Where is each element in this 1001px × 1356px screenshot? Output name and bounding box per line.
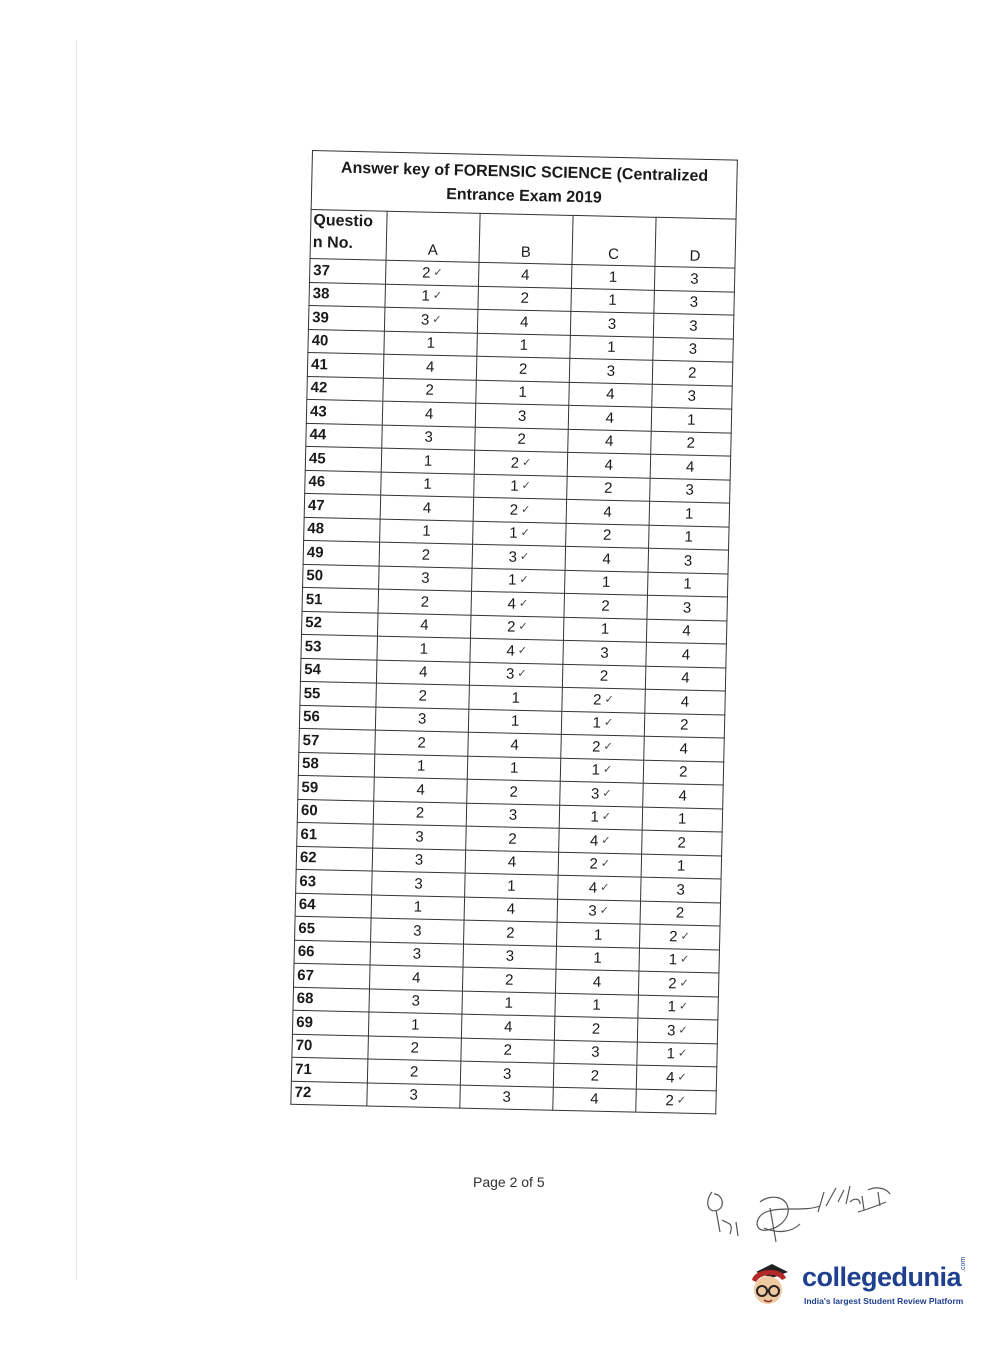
answer-c-cell: 1 xyxy=(564,617,647,642)
answer-a-cell: 1 xyxy=(380,519,474,545)
check-mark-icon: ✓ xyxy=(677,1070,687,1084)
question-number-cell: 70 xyxy=(292,1034,369,1059)
answer-c-cell: 4 xyxy=(568,429,651,454)
answer-d-cell: 4 xyxy=(646,619,727,644)
check-mark-icon: ✓ xyxy=(519,549,530,563)
check-mark-icon: ✓ xyxy=(676,1093,687,1107)
check-mark-icon: ✓ xyxy=(602,786,612,800)
answer-c-cell: 4 xyxy=(553,1087,636,1112)
answer-a-cell: 4 xyxy=(374,777,468,803)
mascot-icon xyxy=(742,1258,802,1312)
answer-a-cell: 4 xyxy=(378,613,472,639)
question-number-cell: 45 xyxy=(305,446,382,471)
answer-b-cell: 3 ✓ xyxy=(470,662,564,688)
answer-a-cell: 4 xyxy=(380,495,474,521)
question-number-cell: 72 xyxy=(291,1081,368,1106)
answer-c-cell: 2 ✓ xyxy=(558,852,641,877)
answer-d-cell: 2 ✓ xyxy=(635,1089,716,1114)
check-mark-icon: ✓ xyxy=(519,573,529,587)
question-number-cell: 43 xyxy=(306,399,383,424)
answer-a-cell: 3 xyxy=(369,989,463,1015)
answer-d-cell: 3 xyxy=(647,595,728,620)
question-number-cell: 55 xyxy=(300,681,377,706)
answer-b-cell: 2 xyxy=(475,427,569,453)
answer-d-cell: 2 ✓ xyxy=(638,971,719,996)
column-d-header: D xyxy=(655,217,737,268)
answer-c-cell: 2 xyxy=(564,593,647,618)
answer-b-cell: 2 ✓ xyxy=(474,450,568,476)
answer-a-cell: 2 xyxy=(379,542,473,568)
answer-c-cell: 4 xyxy=(567,452,650,477)
answer-b-cell: 1 xyxy=(469,685,563,711)
check-mark-icon: ✓ xyxy=(518,596,529,610)
answer-d-cell: 4 ✓ xyxy=(636,1065,717,1090)
answer-c-cell: 2 xyxy=(553,1063,636,1088)
question-number-cell: 54 xyxy=(300,658,377,683)
answer-a-cell: 2 xyxy=(383,378,477,404)
answer-c-cell: 4 ✓ xyxy=(558,875,641,900)
answer-c-cell: 1 xyxy=(555,993,638,1018)
question-number-cell: 50 xyxy=(303,564,380,589)
answer-b-cell: 3 xyxy=(466,803,560,829)
answer-a-cell: 2 xyxy=(378,589,472,615)
check-mark-icon: ✓ xyxy=(600,856,611,871)
answer-b-cell: 2 ✓ xyxy=(473,497,567,523)
answer-c-cell: 4 xyxy=(565,546,648,571)
check-mark-icon: ✓ xyxy=(601,833,611,847)
question-number-cell: 66 xyxy=(294,940,371,965)
answer-d-cell: 1 xyxy=(648,525,729,550)
answer-d-cell: 2 xyxy=(644,713,725,738)
question-number-cell: 63 xyxy=(296,869,373,894)
answer-a-cell: 3 xyxy=(382,425,476,451)
answer-a-cell: 3 xyxy=(372,871,466,897)
answer-b-cell: 1 xyxy=(477,333,571,359)
page-number: Page 2 of 5 xyxy=(473,1174,545,1190)
answer-c-cell: 3 xyxy=(569,358,652,383)
answer-d-cell: 3 xyxy=(651,384,732,409)
check-mark-icon: ✓ xyxy=(600,880,610,894)
answer-a-cell: 4 xyxy=(370,965,464,991)
answer-d-cell: 4 xyxy=(645,642,726,667)
answer-d-cell: 3 xyxy=(654,266,735,291)
question-number-cell: 58 xyxy=(298,752,375,777)
collegedunia-logo xyxy=(742,1258,972,1312)
question-number-cell: 44 xyxy=(306,423,383,448)
answer-c-cell: 1 xyxy=(557,922,640,947)
answer-d-cell: 3 xyxy=(640,877,721,902)
column-a-header: A xyxy=(386,211,480,262)
answer-a-cell: 2 xyxy=(368,1036,462,1062)
question-number-cell: 41 xyxy=(307,352,384,377)
question-number-cell: 65 xyxy=(295,916,372,941)
answer-c-cell: 2 ✓ xyxy=(561,734,644,759)
answer-a-cell: 1 xyxy=(384,331,478,357)
answer-a-cell: 2 xyxy=(373,801,467,827)
answer-d-cell: 2 xyxy=(641,830,722,855)
question-number-cell: 64 xyxy=(295,893,372,918)
answer-rows xyxy=(291,258,735,1113)
check-mark-icon: ✓ xyxy=(518,620,528,634)
answer-b-cell: 1 ✓ xyxy=(472,568,566,594)
answer-c-cell: 4 xyxy=(566,499,649,524)
check-mark-icon: ✓ xyxy=(433,265,443,279)
answer-c-cell: 3 ✓ xyxy=(557,899,640,924)
answer-b-cell: 4 xyxy=(468,732,562,758)
answer-c-cell: 1 xyxy=(565,570,648,595)
question-number-cell: 42 xyxy=(307,376,384,401)
answer-a-cell: 1 xyxy=(374,754,468,780)
answer-c-cell: 2 xyxy=(555,1016,638,1041)
answer-a-cell: 2 ✓ xyxy=(386,260,480,286)
answer-d-cell: 2 xyxy=(643,760,724,785)
check-mark-icon: ✓ xyxy=(678,999,689,1014)
answer-a-cell: 3 xyxy=(371,918,465,944)
answer-b-cell: 2 xyxy=(466,826,560,852)
answer-b-cell: 1 ✓ xyxy=(473,521,567,547)
check-mark-icon: ✓ xyxy=(678,1023,688,1037)
answer-key-table xyxy=(290,150,738,1114)
question-number-cell: 51 xyxy=(302,587,379,612)
answer-d-cell: 2 ✓ xyxy=(639,924,720,949)
answer-b-cell: 1 xyxy=(462,991,556,1017)
answer-d-cell: 3 xyxy=(648,548,729,573)
answer-a-cell: 4 xyxy=(382,401,476,427)
question-number-cell: 49 xyxy=(303,540,380,565)
answer-b-cell: 2 xyxy=(461,1038,555,1064)
answer-a-cell: 3 xyxy=(373,824,467,850)
question-number-cell: 71 xyxy=(291,1057,368,1082)
check-mark-icon: ✓ xyxy=(677,1046,688,1060)
check-mark-icon: ✓ xyxy=(679,976,689,990)
question-number-cell: 62 xyxy=(296,846,373,871)
answer-a-cell: 1 xyxy=(377,636,471,662)
question-number-cell: 59 xyxy=(298,775,375,800)
answer-d-cell: 2 xyxy=(650,431,731,456)
answer-d-cell: 4 xyxy=(644,689,725,714)
question-number-cell: 38 xyxy=(309,282,386,307)
answer-b-cell: 2 xyxy=(463,967,557,993)
answer-d-cell: 3 xyxy=(653,313,734,338)
brand-name: collegedunia xyxy=(802,1262,962,1292)
scan-edge xyxy=(76,40,77,1280)
question-number-cell: 57 xyxy=(299,728,376,753)
answer-d-cell: 3 xyxy=(652,337,733,362)
check-mark-icon: ✓ xyxy=(521,455,532,469)
answer-b-cell: 1 xyxy=(467,756,561,782)
question-number-cell: 39 xyxy=(308,305,385,330)
check-mark-icon: ✓ xyxy=(521,479,531,493)
answer-c-cell: 1 ✓ xyxy=(559,805,642,830)
answer-c-cell: 4 xyxy=(569,382,652,407)
check-mark-icon: ✓ xyxy=(603,739,613,753)
answer-b-cell: 4 xyxy=(462,1014,556,1040)
answer-d-cell: 2 xyxy=(652,360,733,385)
answer-c-cell: 1 xyxy=(556,946,639,971)
check-mark-icon: ✓ xyxy=(680,929,690,943)
question-number-cell: 60 xyxy=(297,799,374,824)
question-number-cell: 56 xyxy=(299,705,376,730)
answer-a-cell: 3 xyxy=(370,942,464,968)
question-number-cell: 52 xyxy=(302,611,379,636)
answer-c-cell: 3 xyxy=(554,1040,637,1065)
answer-d-cell: 4 xyxy=(645,666,726,691)
check-mark-icon: ✓ xyxy=(520,502,531,516)
check-mark-icon: ✓ xyxy=(432,312,442,326)
check-mark-icon: ✓ xyxy=(601,809,612,824)
answer-c-cell: 2 ✓ xyxy=(562,687,645,712)
answer-a-cell: 3 ✓ xyxy=(385,307,479,333)
question-number-cell: 61 xyxy=(297,822,374,847)
title-line-2: Entrance Exam 2019 xyxy=(446,186,603,207)
handwritten-signature xyxy=(700,1172,920,1252)
check-mark-icon: ✓ xyxy=(602,763,613,777)
answer-b-cell: 2 xyxy=(464,920,558,946)
brand-tagline: India's largest Student Review Platform xyxy=(804,1296,964,1306)
answer-b-cell: 1 ✓ xyxy=(474,474,568,500)
question-number-cell: 69 xyxy=(292,1010,369,1035)
answer-d-cell: 3 ✓ xyxy=(637,1018,718,1043)
answer-b-cell: 3 xyxy=(460,1061,554,1087)
answer-c-cell: 1 ✓ xyxy=(560,758,643,783)
answer-d-cell: 4 xyxy=(650,454,731,479)
answer-d-cell: 3 xyxy=(649,478,730,503)
answer-a-cell: 3 xyxy=(372,848,466,874)
answer-d-cell: 1 xyxy=(641,854,722,879)
check-mark-icon: ✓ xyxy=(603,716,614,730)
answer-a-cell: 4 xyxy=(377,660,471,686)
answer-c-cell: 4 xyxy=(556,969,639,994)
answer-a-cell: 1 xyxy=(371,895,465,921)
answer-d-cell: 1 ✓ xyxy=(637,995,718,1020)
answer-b-cell: 1 xyxy=(476,380,570,406)
question-number-cell: 48 xyxy=(304,517,381,542)
question-number-cell: 46 xyxy=(305,470,382,495)
question-number-cell: 68 xyxy=(293,987,370,1012)
answer-c-cell: 1 xyxy=(572,264,655,289)
answer-c-cell: 2 xyxy=(567,476,650,501)
answer-b-cell: 3 xyxy=(475,403,569,429)
table-title xyxy=(311,151,737,220)
answer-a-cell: 3 xyxy=(375,707,469,733)
answer-d-cell: 1 ✓ xyxy=(636,1042,717,1067)
answer-d-cell: 4 xyxy=(643,736,724,761)
answer-b-cell: 4 xyxy=(465,850,559,876)
answer-a-cell: 1 ✓ xyxy=(385,284,479,310)
answer-b-cell: 3 xyxy=(463,944,557,970)
question-number-cell: 47 xyxy=(304,493,381,518)
check-mark-icon: ✓ xyxy=(604,692,614,706)
answer-d-cell: 3 xyxy=(653,290,734,315)
answer-b-cell: 3 xyxy=(460,1085,554,1111)
answer-b-cell: 2 xyxy=(467,779,561,805)
answer-d-cell: 1 ✓ xyxy=(639,948,720,973)
answer-c-cell: 3 xyxy=(563,640,646,665)
answer-b-cell: 1 xyxy=(468,709,562,735)
answer-b-cell: 2 xyxy=(478,286,572,312)
question-number-cell: 67 xyxy=(294,963,371,988)
answer-c-cell: 2 xyxy=(566,523,649,548)
answer-c-cell: 3 ✓ xyxy=(560,781,643,806)
answer-c-cell: 2 xyxy=(562,664,645,689)
answer-a-cell: 1 xyxy=(381,448,475,474)
answer-b-cell: 4 ✓ xyxy=(470,638,564,664)
check-mark-icon: ✓ xyxy=(679,952,690,967)
answer-c-cell: 3 xyxy=(570,311,653,336)
answer-d-cell: 1 xyxy=(651,407,732,432)
answer-d-cell: 1 xyxy=(647,572,728,597)
answer-b-cell: 4 xyxy=(478,309,572,335)
answer-d-cell: 4 xyxy=(642,783,723,808)
answer-b-cell: 4 xyxy=(479,262,573,288)
title-line-1: Answer key of FORENSIC SCIENCE (Centralized xyxy=(340,159,709,185)
answer-a-cell: 4 xyxy=(383,354,477,380)
answer-c-cell: 1 xyxy=(570,335,653,360)
check-mark-icon: ✓ xyxy=(517,667,527,681)
check-mark-icon: ✓ xyxy=(520,526,530,540)
answer-d-cell: 2 xyxy=(640,901,721,926)
answer-a-cell: 1 xyxy=(381,472,475,498)
check-mark-icon: ✓ xyxy=(517,643,528,657)
answer-d-cell: 1 xyxy=(642,807,723,832)
answer-c-cell: 4 xyxy=(568,405,651,430)
answer-a-cell: 2 xyxy=(376,683,470,709)
answer-a-cell: 1 xyxy=(369,1012,463,1038)
answer-d-cell: 1 xyxy=(649,501,730,526)
answer-a-cell: 2 xyxy=(367,1059,461,1085)
answer-a-cell: 3 xyxy=(379,566,473,592)
answer-b-cell: 2 ✓ xyxy=(471,615,565,641)
question-no-header: Questio n No. xyxy=(310,209,387,260)
answer-b-cell: 2 xyxy=(476,356,570,382)
check-mark-icon: ✓ xyxy=(599,903,610,918)
column-c-header: C xyxy=(572,215,656,266)
answer-c-cell: 1 xyxy=(571,288,654,313)
answer-b-cell: 4 xyxy=(464,897,558,923)
answer-a-cell: 2 xyxy=(375,730,469,756)
answer-key-sheet xyxy=(290,150,738,1114)
answer-b-cell: 3 ✓ xyxy=(472,544,566,570)
brand-dotcom: .com xyxy=(960,1256,967,1272)
check-mark-icon: ✓ xyxy=(432,289,443,303)
answer-c-cell: 1 ✓ xyxy=(561,711,644,736)
answer-b-cell: 4 ✓ xyxy=(471,591,565,617)
answer-a-cell: 3 xyxy=(367,1082,461,1108)
question-number-cell: 53 xyxy=(301,634,378,659)
answer-b-cell: 1 xyxy=(465,873,559,899)
question-number-cell: 40 xyxy=(308,329,385,354)
question-number-cell: 37 xyxy=(310,258,387,283)
column-b-header: B xyxy=(479,213,573,264)
answer-c-cell: 4 ✓ xyxy=(559,828,642,853)
